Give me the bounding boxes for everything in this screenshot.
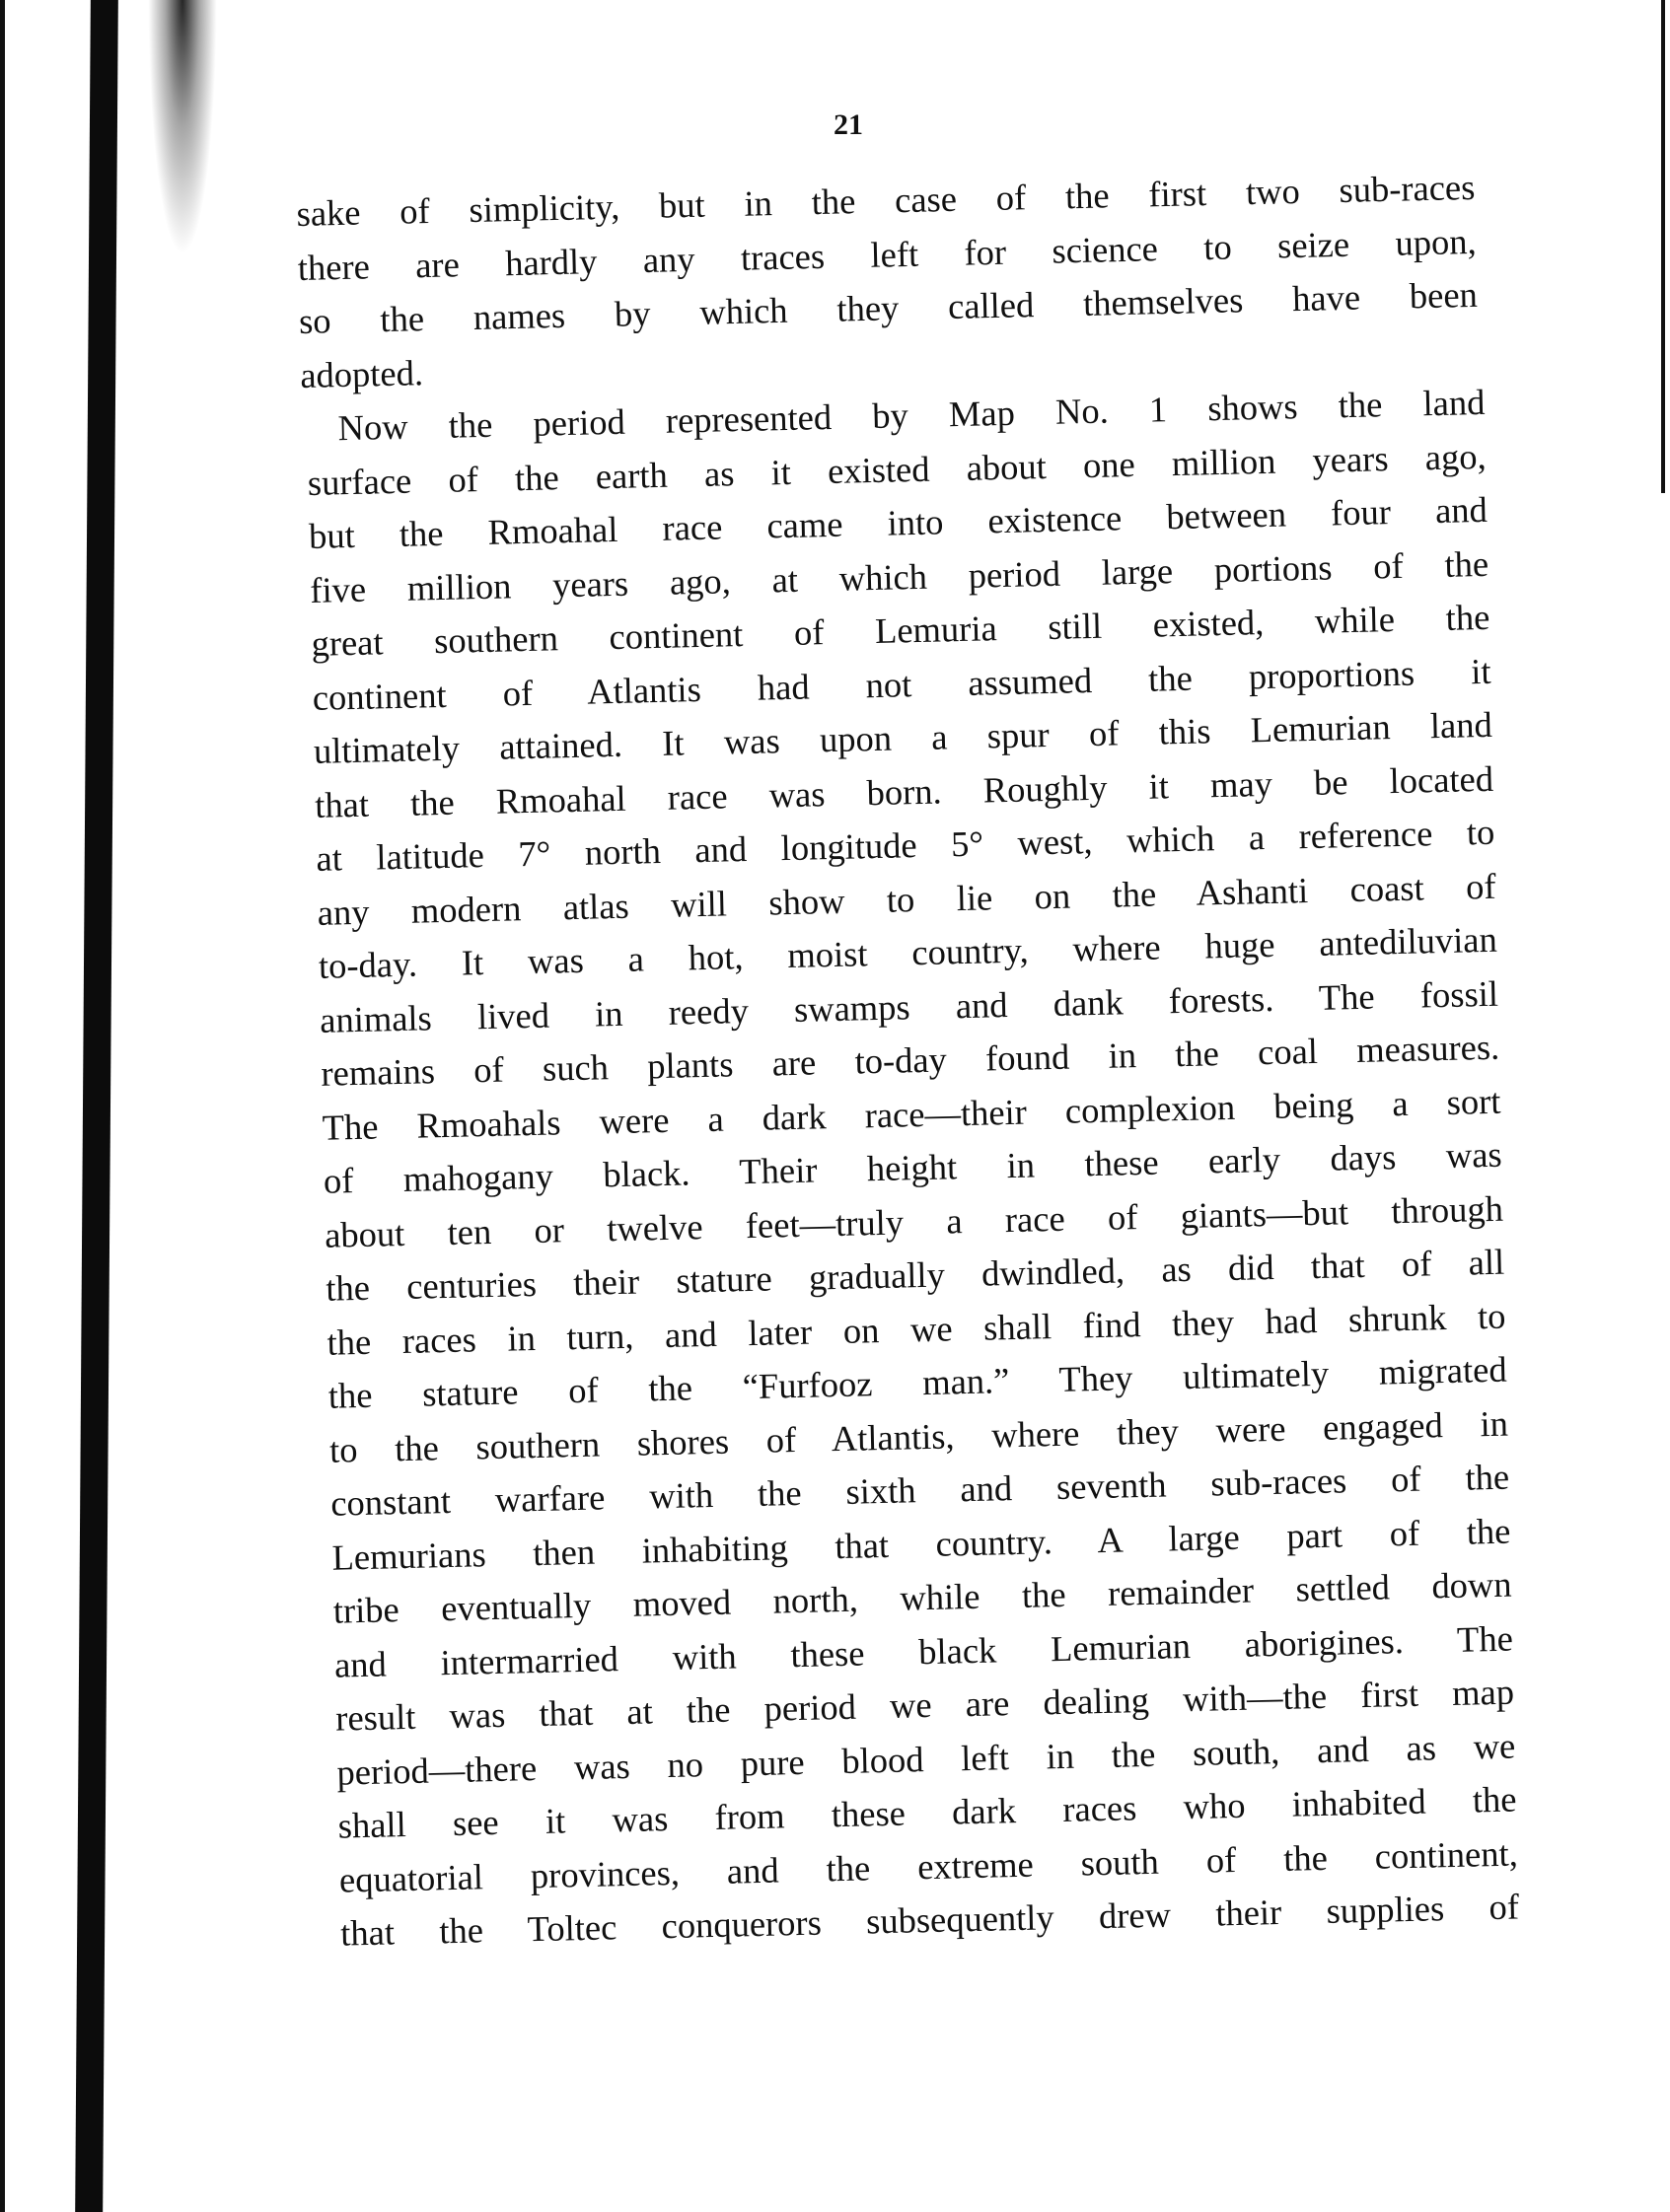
text-line: to the southern shores of Atlantis, where they were engaged in — [328, 1402, 1509, 1470]
text-line: any modern atlas will show to lie on the Ashanti coast of — [317, 865, 1496, 933]
text-line: so the names by which they called themselves have been — [298, 273, 1479, 341]
text-line: sake of simplicity, but in the case of the first two sub-races — [296, 166, 1476, 234]
text-line: that the Toltec conquerors subsequently drew their supplies of — [339, 1886, 1520, 1954]
scan-smudge — [148, 0, 217, 256]
text-line: surface of the earth as it existed about one million years ago, — [307, 435, 1487, 503]
text-line: there are hardly any traces left for science to seize upon, — [297, 220, 1477, 288]
text-line: ultimately attained. It was upon a spur of this Lemurian land — [313, 703, 1493, 771]
page-number: 21 — [834, 108, 863, 141]
text-line: equatorial provinces, and the extreme south of the continent, — [338, 1832, 1519, 1900]
text-line: continent of Atlantis had not assumed the proportions it — [312, 650, 1491, 718]
scan-edge-right — [1661, 0, 1665, 493]
text-line: the races in turn, and later on we shall find they had shrunk to — [327, 1295, 1506, 1363]
text-line: remains of such plants are to-day found in the coal measures. — [320, 1026, 1500, 1094]
book-spine-shadow — [75, 0, 118, 2212]
text-line: animals lived in reedy swamps and dank forests. The fossil — [319, 972, 1499, 1040]
text-line: and intermarried with these black Lemurian aborigines. The — [333, 1617, 1514, 1685]
text-line: shall see it was from these dark races who inhabited the — [337, 1778, 1517, 1846]
paragraph-2 — [306, 376, 1520, 1961]
text-line: five million years ago, at which period large portions of the — [309, 542, 1489, 610]
text-line: the stature of the “Furfooz man.” They ultimately migrated — [327, 1348, 1508, 1416]
text-line: but the Rmoahal race came into existence between four and — [308, 488, 1488, 556]
text-line: to-day. It was a hot, moist country, where huge antediluvian — [318, 918, 1498, 986]
text-line: tribe eventually moved north, while the remainder settled down — [332, 1563, 1512, 1631]
text-line: period—there was no pure blood left in the south, and as we — [336, 1725, 1516, 1793]
text-line: that the Rmoahal race was born. Roughly it may be located — [314, 757, 1494, 825]
text-line: great southern continent of Lemuria still existed, while the — [311, 596, 1490, 664]
scan-edge-left — [0, 0, 5, 2212]
text-line: the centuries their stature gradually dwindled, as did that of all — [325, 1241, 1505, 1309]
text-line: constant warfare with the sixth and seventh sub-races of the — [329, 1456, 1510, 1524]
paragraph-1 — [296, 161, 1480, 402]
text-line: result was that at the period we are dealing with—the first map — [334, 1671, 1515, 1739]
text-line: at latitude 7° north and longitude 5° west, which a reference to — [316, 811, 1495, 879]
text-line: adopted. — [299, 351, 424, 395]
text-line: Now the period represented by Map No. 1 shows the land — [337, 381, 1486, 449]
text-line: about ten or twelve feet—truly a race of giants—but through — [324, 1187, 1504, 1255]
text-line: Lemurians then inhabiting that country. A large part of the — [331, 1510, 1511, 1578]
text-line: of mahogany black. Their height in these early days was — [323, 1133, 1503, 1201]
text-line: The Rmoahals were a dark race—their complexion being a sort — [322, 1080, 1501, 1148]
